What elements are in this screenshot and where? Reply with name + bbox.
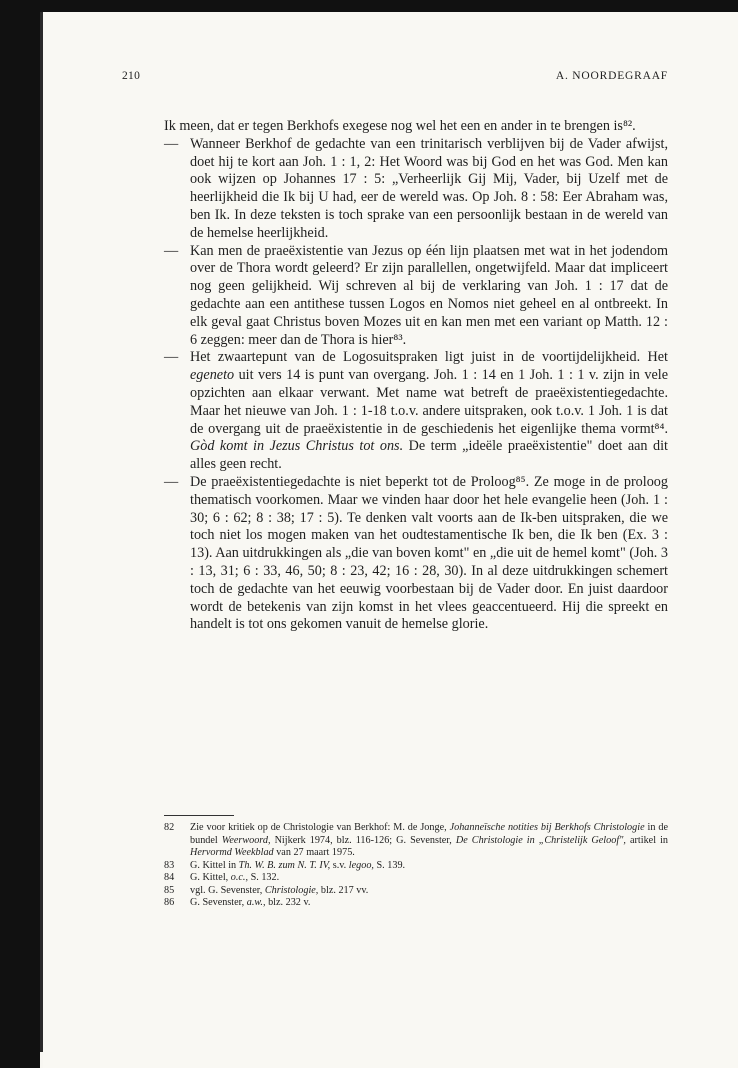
footnote-text: Nijkerk 1974, blz. 116-126; G. Sevenster, [270,834,456,846]
footnote-number: 86 [164,897,175,908]
main-text [164,118,668,634]
footnote-divider [164,815,234,816]
footnote [164,872,668,885]
footnote-italic: Johanneïsche notities bij Berkhofs Christologie [449,822,645,833]
item-text: De praeëxistentiegedachte is niet beperkt tot de Proloog⁸⁵. Ze moge in de proloog thematisch voorkomen. Maar we vinden haar door het hele evangelie heen (Joh. 1 : 30; 6 : 62; 8 : 38; 17 : 5). Te denken valt voorts aan de Ik-ben uitspraken, die we toch niet los mogen maken van het oudtestamentische Ik ben, die Ik ben (Ex. 3 : 13). Aan uitdrukkingen als „die van boven komt" en „die uit de hemel komt" (Joh. 3 : 13, 31; 6 : 33, 46, 50; 8 : 23, 42; 16 : 28, 30). In al deze uitdrukkingen schemert toch de gedachte van het eeuwig voorbestaan bij de Vader door. En juist daardoor wordt de betekenis van zijn komst in het vlees geaccentueerd. Hij die spreekt en handelt is tot ons gekomen vanuit de hemelse glorie. [190,473,668,633]
footnote-italic: De Christologie in „Christelijk Geloof", [455,834,626,846]
footnote-text: S. 139. [373,859,406,871]
list-item [164,136,668,243]
footnote-number: 85 [164,884,175,896]
item-text-part: Het zwaartepunt van de Logosuitspraken ligt juist in de voortijdelijkheid. Het [190,349,668,366]
item-text: Wanneer Berkhof de gedachte van een trinitarisch verblijven bij de Vader afwijst, doet hij te kort aan Joh. 1 : 1, 2: Het Woord was bij God en het was God. Men kan ook wijzen op Johannes 17 : 5: „Verheerlijk Gij Mij, Vader, bij Uzelf met de heerlijkheid die Ik bij U had, eer de wereld was. Op Joh. 8 : 58: Eer Abraham was, ben Ik. In deze teksten is toch sprake van een persoonlijk bestaan in de wereld van de hemelse heerlijkheid. [190,135,668,241]
footnote-text: S. 132. [248,872,280,883]
scan-border-top [0,0,738,12]
footnote-italic: Th. W. B. zum N. T. IV, [238,859,331,871]
footnote-text: Zie voor kritiek op de Christologie van Berkhof: M. de Jonge, [190,822,450,833]
footnote-italic: Weerwoord, [221,834,271,846]
scan-border-left [0,0,40,1068]
item-dash: — [164,242,179,259]
footnote [164,822,668,860]
footnotes [164,822,668,910]
footnote-italic: Hervormd Weekblad [190,847,274,858]
list-item [164,474,668,634]
list-item [164,243,668,350]
footnote-text: G. Sevenster, [190,897,247,908]
footnote-italic: Christologie, [264,884,319,896]
footnote [164,860,668,873]
footnote-text: G. Kittel in [190,859,239,871]
item-dash: — [164,135,179,152]
running-author: A. NOORDEGRAAF [555,70,668,82]
footnote-italic: o.c., [230,872,249,883]
footnote-text: artikel in [625,834,668,846]
item-dash: — [164,473,179,490]
footnote-number: 84 [164,872,175,883]
footnote-number: 82 [164,822,175,833]
item-text-part: De term „ideële praeëxistentie" doet aan dit alles geen recht. [190,438,669,473]
footnote-number: 83 [164,859,175,871]
intro-paragraph: Ik meen, dat er tegen Berkhofs exegese nog wel het een en ander in te brengen is⁸². [164,118,636,134]
page-number: 210 [122,70,141,82]
list-item [164,349,668,474]
footnote-text: blz. 217 vv. [318,884,369,896]
footnote [164,897,668,910]
footnote-text: van 27 maart 1975. [273,847,355,858]
footnote-text: blz. 232 v. [265,897,311,908]
item-text-part: uit vers 14 is punt van overgang. Joh. 1 : 14 en 1 Joh. 1 : 1 v. zijn in vele opzichten aan elkaar verwant. Met name wat betreft de praeëxistentiegedachte. Maar het nieuwe van Joh. 1 : 1-18 t.o.v. andere uitspraken, ook t.o.v. 1 Joh. 1 is dat de overgang uit de praeëxistentie in de geschiedenis het eigenlijke thema vormt⁸⁴. [190,367,668,437]
item-text-italic: egeneto [190,367,235,384]
footnote-italic: a.w., [246,897,266,908]
footnote-text: in de bundel [190,822,668,846]
footnote-italic: legoo, [348,859,374,871]
footnote-text: G. Kittel, [190,872,231,883]
item-text: Kan men de praeëxistentie van Jezus op één lijn plaatsen met wat in het jodendom over de Thora wordt geleerd? Er zijn parallellen, ongetwijfeld. Maar dat impliceert nog geen gelijkheid. Wij schreven al bij de verklaring van Joh. 1 : 17 dat de gedachte aan een antithese tussen Logos en Nomos niet geheel en al ontbreekt. In elk geval gaat Christus boven Mozes uit en kan men met een variant op Matth. 12 : 6 zeggen: meer dan de Thora is hier⁸³. [190,242,668,348]
item-text-italic: Gòd komt in Jezus Christus tot ons. [190,438,404,455]
footnote [164,885,668,898]
footnote-text: s.v. [330,859,349,871]
item-dash: — [164,349,179,366]
footnote-text: vgl. G. Sevenster, [190,884,265,896]
